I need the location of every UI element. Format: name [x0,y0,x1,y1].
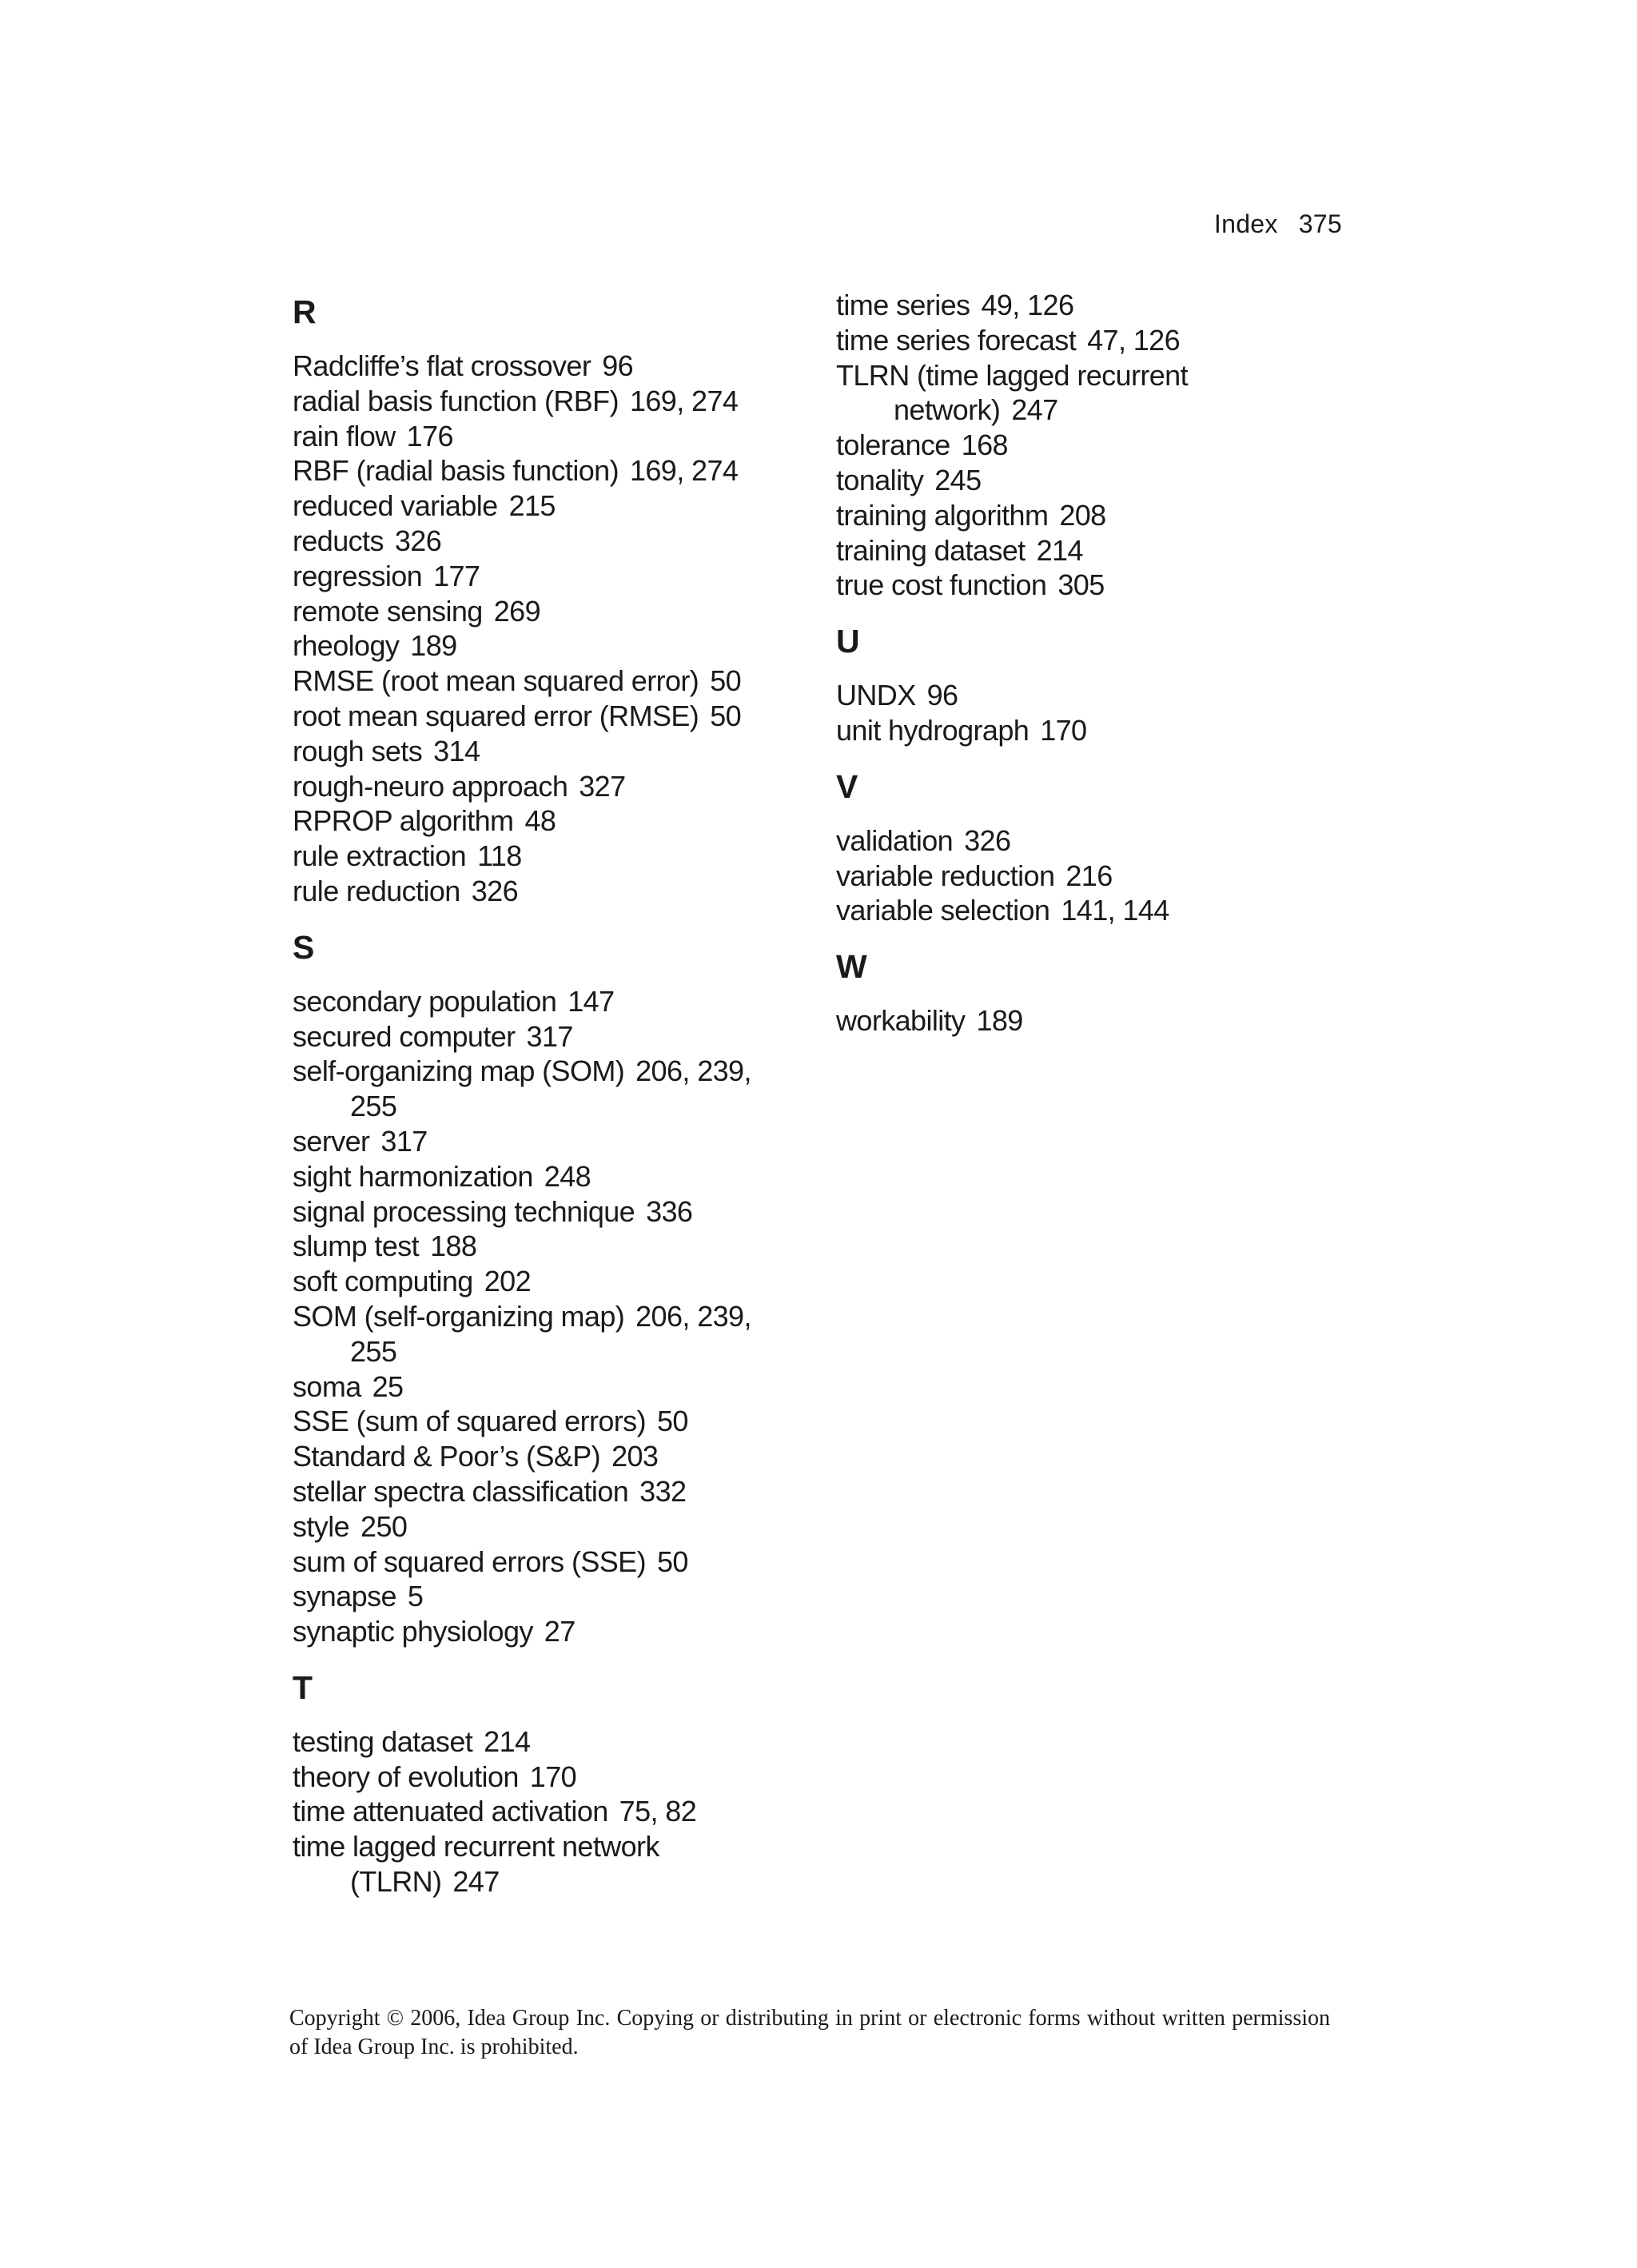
index-entry [293,488,804,524]
entry-pages: 50 [656,1405,688,1438]
index-section [836,943,1348,1038]
entry-pages: 50 [656,1545,688,1578]
entry-term: Radcliffe’s flat crossover [293,349,591,382]
entry-pages: 168 [961,428,1008,462]
index-entry [293,628,804,664]
entry-term: reduced variable [293,489,498,523]
index-entry [293,1264,804,1299]
entry-pages: 250 [360,1509,408,1543]
index-entry [293,384,804,419]
entry-term: stellar spectra classification [293,1474,629,1508]
entry-term: RPROP algorithm [293,804,514,838]
index-section [836,288,1348,603]
index-entry [293,1229,804,1264]
index-entry [293,664,804,699]
entry-pages: 326 [964,823,1011,857]
page-number: 375 [1298,209,1342,238]
section-letter: R [293,293,317,330]
entry-term: style [293,1509,350,1543]
entry-term: sight harmonization [293,1159,533,1193]
index-entry [293,559,804,594]
index-entry [293,1124,804,1159]
index-entry [293,419,804,454]
entry-pages: 326 [394,524,442,557]
entry-term: remote sensing [293,594,483,628]
entry-list [836,678,1348,748]
index-entry [836,893,1348,928]
entry-pages: 189 [976,1004,1023,1038]
entry-term: server [293,1124,370,1158]
entry-term: validation [836,823,954,857]
index-entry [293,1439,804,1474]
entry-pages: 248 [544,1159,591,1193]
index-entry [293,349,804,384]
index-entry [293,1829,804,1899]
entry-pages: 27 [544,1615,576,1648]
section-letter: W [836,948,867,986]
index-entry [293,769,804,804]
index-entry [293,1369,804,1405]
entry-pages: 176 [406,419,453,452]
section-letter: T [293,1668,313,1706]
index-entry [293,453,804,488]
entry-pages: 25 [372,1369,404,1403]
entry-term: tonality [836,463,924,496]
entry-pages: 141, 144 [1061,894,1169,927]
entry-term: time series [836,289,970,321]
entry-term: signal processing technique [293,1194,635,1228]
entry-pages: 177 [433,559,480,592]
index-entry [836,533,1348,568]
index-entry [836,428,1348,463]
entry-pages: 247 [1011,393,1058,427]
entry-pages: 317 [380,1124,428,1158]
index-entry [293,1760,804,1795]
section-letter: S [293,928,315,966]
index-entry [293,1509,804,1545]
entry-term: rough-neuro approach [293,769,568,803]
entry-pages: 47, 126 [1087,323,1181,357]
entry-pages: 247 [452,1865,500,1899]
entry-pages: 336 [646,1194,693,1228]
entry-pages: 327 [579,769,626,803]
entry-pages: 169, 274 [629,454,739,488]
entry-term: rule reduction [293,874,460,907]
copyright-notice: Copyright © 2006, Idea Group Inc. Copying or distributing in print or electronic forms without written permission of Idea Group Inc. is prohibited. [289,2006,1330,2059]
index-entry [293,874,804,909]
index-entry [293,1299,804,1369]
index-entry [293,1019,804,1054]
entry-pages: 96 [602,349,634,382]
entry-term: TLRN (time lagged recurrent network) [836,358,1188,427]
entry-pages: 75, 82 [619,1795,697,1828]
index-entry [293,594,804,629]
index-entry [293,699,804,734]
entry-term: rough sets [293,734,423,767]
entry-term: secondary population [293,984,557,1018]
index-entry [293,803,804,839]
entry-pages: 5 [407,1580,424,1613]
entry-pages: 188 [430,1230,477,1263]
index-entry [293,734,804,769]
index-entry [293,1545,804,1580]
entry-term: time lagged recurrent network (TLRN) [293,1830,659,1899]
entry-term: SOM (self-organizing map) [293,1299,625,1333]
entry-term: testing dataset [293,1724,473,1758]
entry-term: root mean squared error (RMSE) [293,699,699,732]
section-letter: U [836,623,860,660]
entry-term: reducts [293,524,384,557]
entry-term: soft computing [293,1265,473,1298]
index-entry [293,1159,804,1194]
entry-term: tolerance [836,428,950,462]
entry-term: Standard & Poor’s (S&P) [293,1440,601,1473]
entry-term: radial basis function (RBF) [293,384,619,417]
entry-term: RMSE (root mean squared error) [293,664,699,698]
entry-term: rule extraction [293,839,467,873]
entry-pages: 314 [433,734,480,767]
running-head [1214,209,1342,239]
index-entry [836,288,1348,323]
entry-pages: 203 [611,1440,659,1473]
index-entry [293,1614,804,1649]
entry-term: time series forecast [836,323,1077,357]
entry-term: synaptic physiology [293,1615,533,1648]
entry-pages: 202 [484,1265,531,1298]
entry-pages: 214 [484,1724,531,1758]
entry-pages: 208 [1059,498,1106,532]
entry-pages: 147 [568,984,615,1018]
entry-pages: 169, 274 [629,384,739,417]
entry-pages: 206, 239, 255 [350,1299,751,1368]
entry-term: UNDX [836,679,916,712]
entry-term: theory of evolution [293,1760,519,1793]
entry-term: time attenuated activation [293,1795,608,1828]
index-section [293,1664,804,1899]
index-entry [836,1003,1348,1038]
index-section [836,763,1348,928]
index-entry [836,498,1348,533]
index-entry [836,823,1348,859]
index-entry [293,524,804,559]
index-entry [293,1474,804,1509]
entry-list [293,349,804,909]
entry-pages: 214 [1036,533,1083,567]
section-letter: V [836,767,858,805]
entry-list [836,1003,1348,1038]
entry-term: soma [293,1369,361,1403]
entry-pages: 317 [526,1019,573,1053]
entry-list [836,823,1348,928]
index-entry [293,1054,804,1124]
entry-pages: 269 [493,594,540,628]
index-entry [836,568,1348,603]
index-entry [836,859,1348,894]
entry-pages: 118 [477,839,522,873]
entry-term: SSE (sum of squared errors) [293,1405,646,1438]
entry-pages: 216 [1065,859,1113,892]
entry-pages: 50 [710,664,742,698]
entry-pages: 170 [1040,713,1087,747]
index-entry [836,713,1348,748]
entry-term: regression [293,559,423,592]
index-section [293,288,804,909]
entry-pages: 215 [508,489,556,523]
index-column-right [836,288,1348,1038]
index-entry [836,463,1348,498]
entry-pages: 326 [471,874,518,907]
entry-term: self-organizing map (SOM) [293,1054,625,1088]
entry-list [293,1724,804,1899]
index-entry [293,1579,804,1614]
index-entry [836,358,1348,428]
entry-term: RBF (radial basis function) [293,454,619,488]
entry-pages: 189 [410,629,457,663]
index-entry [836,323,1348,358]
index-entry [836,678,1348,713]
entry-term: training dataset [836,533,1026,567]
index-section [293,923,804,1649]
entry-pages: 305 [1057,568,1105,602]
entry-term: secured computer [293,1019,516,1053]
entry-term: rheology [293,629,400,663]
index-entry [293,1194,804,1230]
index-entry [293,839,804,874]
entry-term: training algorithm [836,498,1049,532]
index-entry [293,984,804,1019]
entry-list [836,288,1348,603]
entry-pages: 332 [639,1474,687,1508]
entry-term: variable selection [836,894,1050,927]
entry-term: sum of squared errors (SSE) [293,1545,646,1578]
index-column-left [293,288,804,1899]
entry-pages: 206, 239, 255 [350,1054,751,1123]
entry-term: variable reduction [836,859,1055,892]
entry-pages: 96 [926,679,958,712]
entry-term: slump test [293,1230,420,1263]
index-section [836,617,1348,748]
entry-pages: 49, 126 [981,289,1074,321]
entry-term: true cost function [836,568,1047,602]
entry-term: rain flow [293,419,396,452]
index-entry [293,1724,804,1760]
entry-pages: 48 [524,804,556,838]
entry-list [293,984,804,1649]
entry-term: workability [836,1004,966,1038]
index-entry [293,1794,804,1829]
entry-term: synapse [293,1580,396,1613]
entry-pages: 245 [934,463,982,496]
running-head-section: Index [1213,209,1278,238]
entry-pages: 170 [529,1760,577,1793]
entry-pages: 50 [710,699,742,732]
index-entry [293,1404,804,1439]
entry-term: unit hydrograph [836,713,1030,747]
